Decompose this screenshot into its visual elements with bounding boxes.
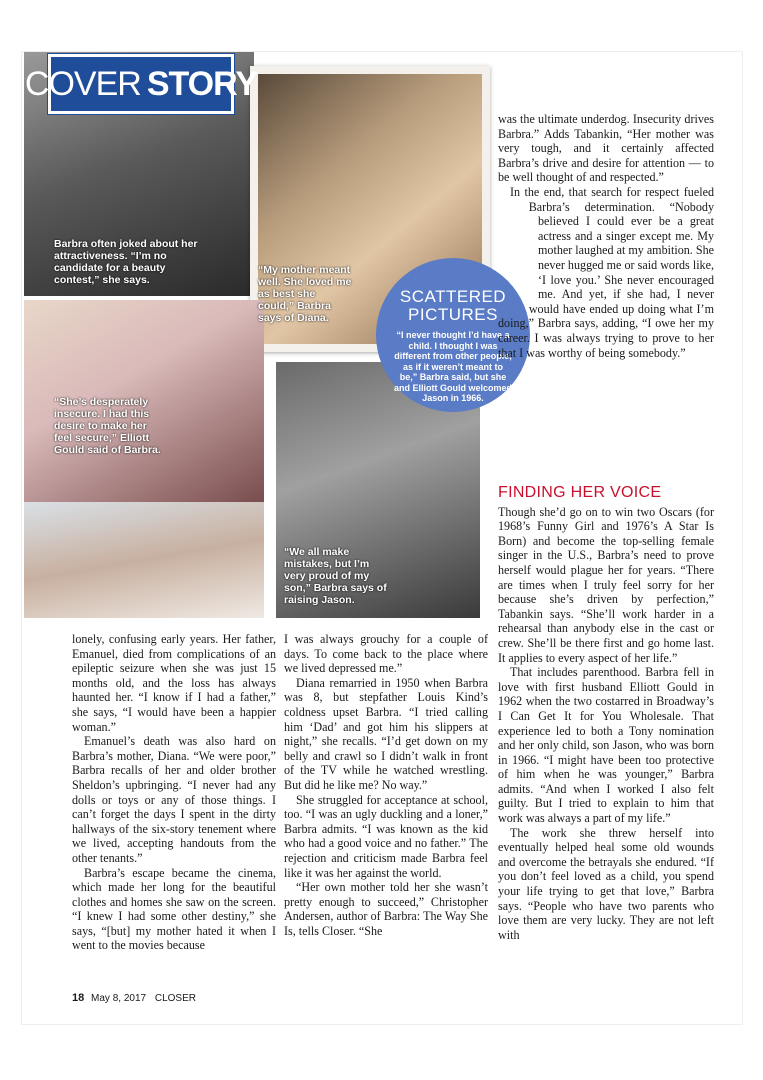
caption-mother-photo: “My mother meant well. She loved me as best she could,” Barbra says of Diana. xyxy=(258,264,352,324)
pull-quote-text: “I never thought I’d have a child. I thought I was different from other people, as if it weren’t meant to be,” Barbra said, but she and Elliott Gould welcomed Jason in 1966. xyxy=(394,330,513,403)
page-footer xyxy=(72,992,202,1004)
article-column-1 xyxy=(72,632,276,953)
cover-story-tag xyxy=(24,54,258,114)
magazine-page xyxy=(22,52,742,1024)
magazine-name: CLOSER xyxy=(154,993,196,1004)
paragraph: Barbra’s escape became the cinema, which made her long for the beautiful clothes and homes she saw on the screen. “I knew I had some other destiny,” she says, “[but] my mother hated it when I went to the movies because xyxy=(72,865,276,953)
caption-elliott-photo: “She’s desperately insecure. I had this desire to make her feel secure,” Elliott Gould said of Barbra. xyxy=(54,396,161,456)
caption-jason-photo: “We all make mistakes, but I’m very proud of my son,” Barbra says of raising Jason. xyxy=(284,546,387,606)
photo-baby xyxy=(24,502,264,618)
paragraph: I was always grouchy for a couple of days. To come back to the place where we lived depressed me.” xyxy=(284,632,488,676)
cover-tag-part1: COVER xyxy=(24,64,141,103)
article-column-2 xyxy=(284,632,488,938)
paragraph: She struggled for acceptance at school, too. “I was an ugly duckling and a loner,” Barbra admits. “I was known as the kid who had a good voice and no father.” The rejection and criticism made Barbra feel like it was her against the world. xyxy=(284,792,488,880)
cover-tag-part2: STORY xyxy=(146,64,258,103)
caption-child-photo: Barbra often joked about her attractiveness. “I’m no candidate for a beauty contest,” she says. xyxy=(54,238,198,286)
pull-quote-heading: SCATTERED PICTURES xyxy=(399,287,507,324)
issue-date: May 8, 2017 xyxy=(91,993,147,1004)
paragraph: was the ultimate underdog. Insecurity drives Barbra.” Adds Tabankin, “Her mother was very tough, and it certainly affected Barbra’s drive and desire for attention — to be well thought of and respected.” xyxy=(498,112,714,185)
page-number: 18 xyxy=(72,992,85,1004)
paragraph: The work she threw herself into eventually helped heal some old wounds and overcome the betrayals she endured. “If you don’t feel loved as a child, you spend your life trying to get that love,” Barbra says. “People who have two parents who love them are very lucky. They are not left with xyxy=(498,825,714,942)
paragraph: In the end, that search for respect fueled Barbra’s determination. “Nobody believed I could ever be a great actress and a singer except me. My mother laughed at my ambition. She never hugged me or said words like, ‘I love you.’ She never encouraged me. And yet, if she had, I never would have ended up doing what I’m doing,” Barbra says, adding, “I owe her my career. I was always trying to prove to her that I was worthy of being somebody.” xyxy=(498,184,714,360)
subhead: FINDING HER VOICE xyxy=(498,484,662,501)
paragraph: Diana remarried in 1950 when Barbra was 8, but stepfather Louis Kind’s coldness upset Barbra. “I tried calling him ‘Dad’ and got him his slippers at night,” she recalls. “I’d get down on my belly and crawl so I didn’t walk in front of the TV while he watched wrestling. But did he like me? No way.” xyxy=(284,675,488,792)
article-column-3-bottom xyxy=(498,486,714,942)
article-column-3-top xyxy=(498,112,714,360)
paragraph: “Her own mother told her she wasn’t pretty enough to succeed,” Christopher Andersen, author of Barbra: The Way She Is, tells Closer. “She xyxy=(284,880,488,938)
paragraph: Emanuel’s death was also hard on Barbra’s mother, Diana. “We were poor,” Barbra recalls of her and older brother Sheldon’s upbringing. “I never had any dolls or toys or any of those things. I can’t forget the days I spent in the dirty hallways of the six-story tenement where we lived, accepting handouts from the other tenants.” xyxy=(72,734,276,865)
paragraph: lonely, confusing early years. Her father, Emanuel, died from complications of an epileptic seizure when she was just 15 months old, and the loss has always haunted her. “I know if I had a father,” she says, “I would have been a happier woman.” xyxy=(72,632,276,734)
paragraph: That includes parenthood. Barbra fell in love with first husband Elliott Gould in 1962 when the two costarred in Broadway’s I Can Get It for You Wholesale. That experience led to both a Tony nomination and her only child, son Jason, who was born in 1966. “I might have been too protective of him when he was younger,” Barbra admits. “And when I worked I also felt guilty. But I tried to explain to him that work was always a part of my life.” xyxy=(498,665,714,826)
paragraph: Though she’d go on to win two Oscars (for 1968’s Funny Girl and 1976’s A Star Is Born) and become the top-selling female singer in the U.S., Barbra’s need to prove herself would plague her for years. “There are times when I truly feel sorry for her because she’s driven by perfection,” Tabankin says. “She’ll work harder in a rehearsal than anybody else in the cast or crew. She’ll be there first and go home last. It applies to every aspect of her life.” xyxy=(498,504,714,665)
